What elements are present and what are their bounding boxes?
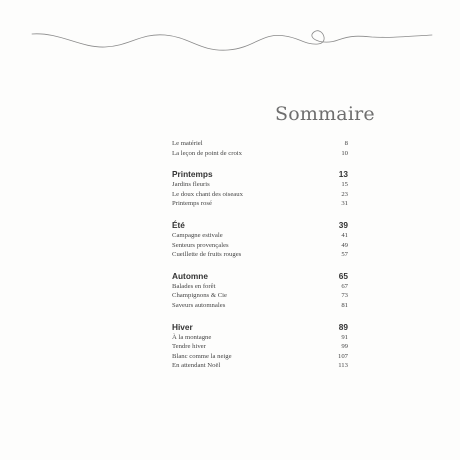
toc-entry-page: 113: [338, 362, 348, 370]
toc-entry-page: 99: [341, 343, 348, 351]
toc-entry[interactable]: [172, 139, 348, 149]
toc-entry-label: Saveurs automnales: [172, 301, 226, 309]
toc-heading-page: 13: [338, 169, 348, 180]
toc-entry-label: Le matériel: [172, 140, 203, 147]
toc-entry[interactable]: [172, 250, 348, 260]
toc-entry-page: 31: [341, 200, 348, 208]
toc-entry-label: Cueillette de fruits rouges: [172, 251, 242, 259]
toc-entry[interactable]: [172, 149, 348, 159]
toc-entry-label: Printemps rosé: [172, 200, 212, 208]
toc-section-heading[interactable]: [172, 169, 348, 180]
toc-entry-page: 8: [344, 140, 348, 147]
toc-entry-label: À la montagne: [172, 333, 212, 341]
toc-entry-label: Champignons & Cie: [172, 292, 227, 300]
toc-heading-label: Automne: [172, 270, 208, 281]
toc-heading-label: Printemps: [172, 169, 213, 180]
toc-heading-label: Été: [172, 219, 185, 230]
toc-entry-page: 41: [341, 231, 348, 239]
toc-section-automne: [172, 271, 348, 311]
toc-heading-label: Hiver: [172, 321, 193, 332]
decorative-thread-line: [0, 0, 460, 80]
toc-section-printemps: [172, 169, 348, 209]
toc-entry-page: 57: [341, 251, 348, 259]
toc-entry-label: Tendre hiver: [172, 343, 206, 351]
toc-section-heading[interactable]: [172, 322, 348, 333]
toc-entry-label: Campagne estivale: [172, 231, 223, 239]
toc-entry-page: 49: [341, 241, 348, 249]
toc-entry[interactable]: [172, 352, 348, 362]
toc-entry-page: 73: [341, 292, 348, 300]
toc-heading-page: 39: [338, 219, 348, 230]
toc-heading-page: 65: [338, 270, 348, 281]
toc-entry-label: Jardins fleuris: [172, 181, 210, 189]
toc-entry-page: 91: [341, 333, 348, 341]
toc-entry[interactable]: [172, 301, 348, 311]
toc-section-ete: [172, 220, 348, 260]
toc-section-heading[interactable]: [172, 271, 348, 282]
toc-entry[interactable]: [172, 333, 348, 343]
toc-intro-section: [172, 139, 348, 158]
toc-entry-page: 10: [341, 149, 348, 157]
toc-entry[interactable]: [172, 199, 348, 209]
toc-entry-label: Senteurs provençales: [172, 241, 229, 249]
toc-entry[interactable]: [172, 180, 348, 190]
toc-heading-page: 89: [338, 321, 348, 332]
table-of-contents: [172, 139, 348, 382]
toc-entry-label: Balades en forêt: [172, 282, 216, 290]
toc-entry[interactable]: [172, 231, 348, 241]
toc-entry[interactable]: [172, 291, 348, 301]
toc-entry-label: Le doux chant des oiseaux: [172, 190, 243, 198]
toc-section-hiver: [172, 322, 348, 371]
toc-entry-label: La leçon de point de croix: [172, 149, 243, 157]
toc-entry-page: 23: [341, 190, 348, 198]
toc-entry-page: 15: [341, 181, 348, 189]
toc-section-heading[interactable]: [172, 220, 348, 231]
toc-entry-label: Blanc comme la neige: [172, 352, 232, 360]
toc-entry[interactable]: [172, 190, 348, 200]
toc-entry-page: 107: [337, 352, 348, 360]
toc-entry[interactable]: [172, 361, 348, 371]
page-title: Sommaire: [275, 103, 375, 125]
toc-entry[interactable]: [172, 241, 348, 251]
toc-entry-label: En attendant Noël: [172, 362, 221, 370]
toc-entry-page: 81: [341, 301, 348, 309]
toc-entry-page: 67: [341, 282, 348, 290]
toc-entry[interactable]: [172, 342, 348, 352]
toc-entry[interactable]: [172, 282, 348, 292]
